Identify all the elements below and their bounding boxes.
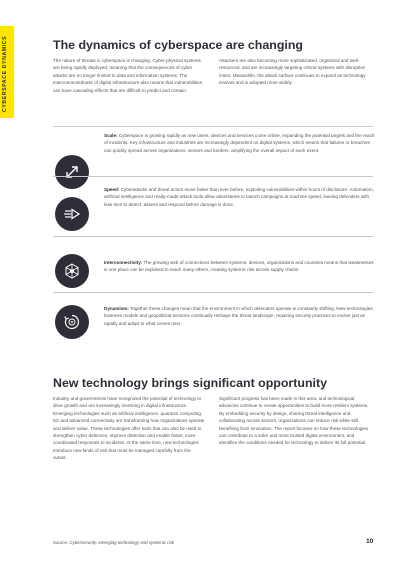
page-number: 10 [366, 538, 374, 545]
dynamism-block [104, 305, 376, 327]
section-title-opportunity: New technology brings significant opportunity [53, 376, 327, 390]
dynamism-text: Together these changes mean that the environment in which defenders operate is constantly shifting. New technologies, business models and geopolitical tensions continually reshape the threat landscape, requiring security practices to evolve just as rapidly and adapt to what comes next. [104, 306, 374, 326]
section-title-dynamics: The dynamics of cyberspace are changing [53, 38, 303, 52]
speed-block [104, 186, 376, 208]
interconnectivity-text: The growing web of connections between systems, devices, organizations and countries means that weaknesses in one place can be exploited to reach many others, creating systemic risk across supply chains. [104, 260, 374, 273]
speed-label: Speed: [104, 187, 120, 192]
interconnectivity-label: Interconnectivity: [104, 260, 143, 265]
interconnectivity-block [104, 259, 376, 274]
speed-text: Cyberattacks and threat actors move faster than ever before, exploiting vulnerabilities within hours of disclosure. Automation, artificial intelligence and ready-made attack tools allow adversaries to launch campaigns at machine speed, leaving defenders with less time to detect, assess and respond before damage is done. [104, 187, 374, 207]
divider [53, 126, 373, 127]
divider [53, 292, 373, 293]
target-cycle-icon [55, 305, 89, 339]
speed-arrow-icon [55, 197, 89, 231]
intro-left-text: The nature of threats in cyberspace is changing. Cyber-physical systems are being rapidly deployed, meaning that the consequences of cyber attacks are no longer limited to data and information systems. The interconnectedness of digital infrastructure also means that vulnerabilities can have cascading effects that are difficult to predict and contain. [53, 58, 203, 93]
network-node-icon [55, 254, 89, 288]
expand-arrows-icon [55, 155, 89, 189]
scale-label: Scale: [104, 133, 118, 138]
opportunity-right-text: Significant progress has been made in this area, and technological advances continue to create opportunities to build more resilient systems. By embedding security by design, sharing threat intelligence and collaborating across sectors, organizations can reduce risk while still benefiting from innovation. The report focuses on how these technologies can contribute to a safer and more trusted digital environment, and identifies the conditions needed for technology to deliver its full potential. [219, 396, 369, 446]
divider [53, 176, 373, 177]
dynamism-label: Dynamism: [104, 306, 129, 311]
divider [53, 236, 373, 237]
side-tab-label: CYBERSPACE DYNAMICS [2, 35, 8, 112]
source-title: Cybersecurity, emerging technology and systemic risk [69, 540, 174, 545]
scale-text: Cyberspace is growing rapidly as new users, devices and services come online, expanding the potential targets and the reach of incidents. Key infrastructure and industries are increasingly dependent on digital systems, which means that failures or breaches can quickly spread across organizations, sectors and borders, amplifying the overall impact of each event. [104, 133, 375, 153]
scale-block [104, 132, 376, 154]
intro-right-text: Attackers are also becoming more sophisticated, organized and well-resourced, and are increasingly targeting critical systems with disruptive intent. Meanwhile, the attack surface continues to expand as technology evolves and is adopted more widely. [219, 58, 366, 86]
source-prefix: Source: [53, 540, 70, 545]
source-note [53, 540, 174, 545]
opportunity-left-text: Industry and governments have recognized the potential of technology to drive growth and are increasingly investing in digital infrastructure. Emerging technologies such as artificial intelligence, quantum computing, 5G and advanced connectivity are transforming how organizations operate and deliver value. These technologies offer tools that can also be used to strengthen cyber defences, improve detection and enable faster, more coordinated responses to incidents. At the same time, new technologies introduce new kinds of risk that must be managed carefully from the outset. [53, 396, 205, 461]
